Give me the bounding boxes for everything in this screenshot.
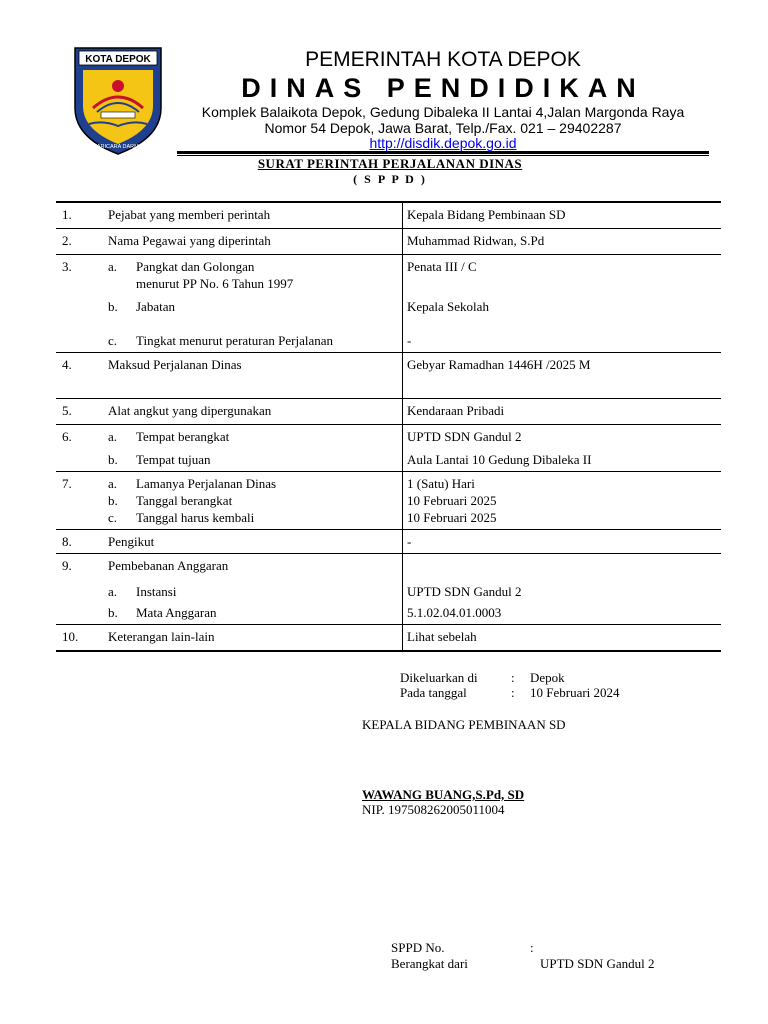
row-label: Pengikut: [104, 530, 403, 554]
row-number: 4.: [56, 353, 104, 399]
document-subtitle: ( S P P D ): [353, 172, 427, 186]
sub-label-continued: menurut PP No. 6 Tahun 1997: [136, 276, 294, 291]
row-value-group: [403, 255, 722, 353]
address-line-1: Komplek Balaikota Depok, Gedung Dibaleka II Lantai 4,Jalan Margonda Raya: [201, 104, 685, 120]
sub-letter: a.: [108, 584, 118, 599]
table-row: [56, 554, 721, 625]
row-value: Gebyar Ramadhan 1446H /2025 M: [403, 353, 722, 399]
sub-label: Mata Anggaran: [136, 605, 217, 620]
issued-place-colon: :: [511, 670, 515, 685]
sub-label: Jabatan: [136, 299, 175, 314]
sub-letter: c.: [108, 510, 118, 525]
sub-value: UPTD SDN Gandul 2: [407, 584, 522, 599]
sub-label: Tempat tujuan: [136, 452, 211, 467]
row-number: 5.: [56, 399, 104, 425]
sub-label: Instansi: [136, 584, 177, 599]
sub-value: 10 Februari 2025: [407, 493, 497, 508]
row-number: 2.: [56, 229, 104, 255]
table-row: [56, 399, 721, 425]
sub-value: 5.1.02.04.01.0003: [407, 605, 502, 620]
sub-letter: b.: [108, 605, 118, 620]
logo-text-top: KOTA DEPOK: [85, 54, 151, 65]
row-value: Kepala Bidang Pembinaan SD: [403, 202, 722, 229]
row-value: -: [403, 530, 722, 554]
sub-value: UPTD SDN Gandul 2: [407, 429, 522, 444]
sub-letter: a.: [108, 476, 118, 491]
sub-value: Kepala Sekolah: [407, 299, 489, 314]
signatory-name: WAWANG BUANG,S.Pd, SD: [362, 787, 525, 802]
row-value-group: [403, 425, 722, 472]
kota-depok-logo: [73, 46, 163, 156]
sub-letter: c.: [108, 333, 118, 348]
depart-from-label: Berangkat dari: [391, 956, 468, 971]
row-label: Pejabat yang memberi perintah: [104, 202, 403, 229]
table-row: [56, 229, 721, 255]
sub-label: Pangkat dan Golongan: [136, 259, 255, 274]
agency-website-text[interactable]: http://disdik.depok.go.id: [369, 135, 517, 151]
sub-letter: a.: [108, 429, 118, 444]
sub-value: 10 Februari 2025: [407, 510, 497, 525]
sub-letter: a.: [108, 259, 118, 274]
sub-label: Tempat berangkat: [136, 429, 230, 444]
sub-letter: b.: [108, 452, 118, 467]
sppd-table: [56, 201, 721, 652]
sub-heading: Pembebanan Anggaran: [108, 558, 229, 573]
row-value: Kendaraan Pribadi: [403, 399, 722, 425]
agency-website-link[interactable]: [175, 135, 711, 152]
row-number: 10.: [56, 625, 104, 652]
row-value: Lihat sebelah: [403, 625, 722, 652]
signatory-nip: NIP. 197508262005011004: [362, 802, 505, 817]
table-row: [56, 353, 721, 399]
signatory-position: KEPALA BIDANG PEMBINAAN SD: [362, 717, 566, 732]
row-value: Muhammad Ridwan, S.Pd: [403, 229, 722, 255]
government-name: PEMERINTAH KOTA DEPOK: [305, 48, 581, 71]
sub-letter: b.: [108, 493, 118, 508]
issued-date-colon: :: [511, 685, 515, 700]
issued-date-value: 10 Februari 2024: [530, 685, 620, 700]
row-label: Keterangan lain-lain: [104, 625, 403, 652]
row-number: 8.: [56, 530, 104, 554]
row-number: 1.: [56, 202, 104, 229]
sub-label: Tingkat menurut peraturan Perjalanan: [136, 333, 333, 348]
sub-value: -: [407, 333, 412, 348]
depart-from-value: UPTD SDN Gandul 2: [540, 956, 655, 971]
row-label-group: [104, 255, 403, 353]
sub-value: 1 (Satu) Hari: [407, 476, 475, 491]
sppd-no-colon: :: [530, 940, 534, 955]
issued-place-label: Dikeluarkan di: [400, 670, 478, 685]
row-number: 9.: [56, 554, 104, 625]
document-title: SURAT PERINTAH PERJALANAN DINAS: [257, 156, 523, 171]
sub-label: Tanggal berangkat: [136, 493, 233, 508]
table-row: [56, 425, 721, 472]
header-rule-thick: [177, 151, 709, 154]
row-label-group: [104, 554, 403, 625]
row-number: 6.: [56, 425, 104, 472]
row-label-group: [104, 425, 403, 472]
sub-label: Tanggal harus kembali: [136, 510, 255, 525]
row-value-group: [403, 472, 722, 530]
logo-text-bottom: PARICARA DARMA: [93, 144, 143, 150]
row-label: Nama Pegawai yang diperintah: [104, 229, 403, 255]
table-row: [56, 472, 721, 530]
sub-value: Aula Lantai 10 Gedung Dibaleka II: [407, 452, 592, 467]
sub-letter: b.: [108, 299, 118, 314]
sub-label: Lamanya Perjalanan Dinas: [136, 476, 277, 491]
table-row: [56, 202, 721, 229]
issued-date-label: Pada tanggal: [400, 685, 467, 700]
sppd-no-label: SPPD No.: [391, 940, 445, 955]
row-label: Alat angkut yang dipergunakan: [104, 399, 403, 425]
address-line-2: Nomor 54 Depok, Jawa Barat, Telp./Fax. 021 – 29402287: [264, 120, 622, 136]
issued-place-value: Depok: [530, 670, 565, 685]
agency-name: DINAS PENDIDIKAN: [241, 73, 645, 103]
row-number: 3.: [56, 255, 104, 353]
table-row: [56, 625, 721, 652]
row-number: 7.: [56, 472, 104, 530]
row-label-group: [104, 472, 403, 530]
table-row: [56, 530, 721, 554]
row-value-group: [403, 554, 722, 625]
table-row: [56, 255, 721, 353]
row-label: Maksud Perjalanan Dinas: [104, 353, 403, 399]
sub-value: Penata III / C: [407, 259, 477, 274]
